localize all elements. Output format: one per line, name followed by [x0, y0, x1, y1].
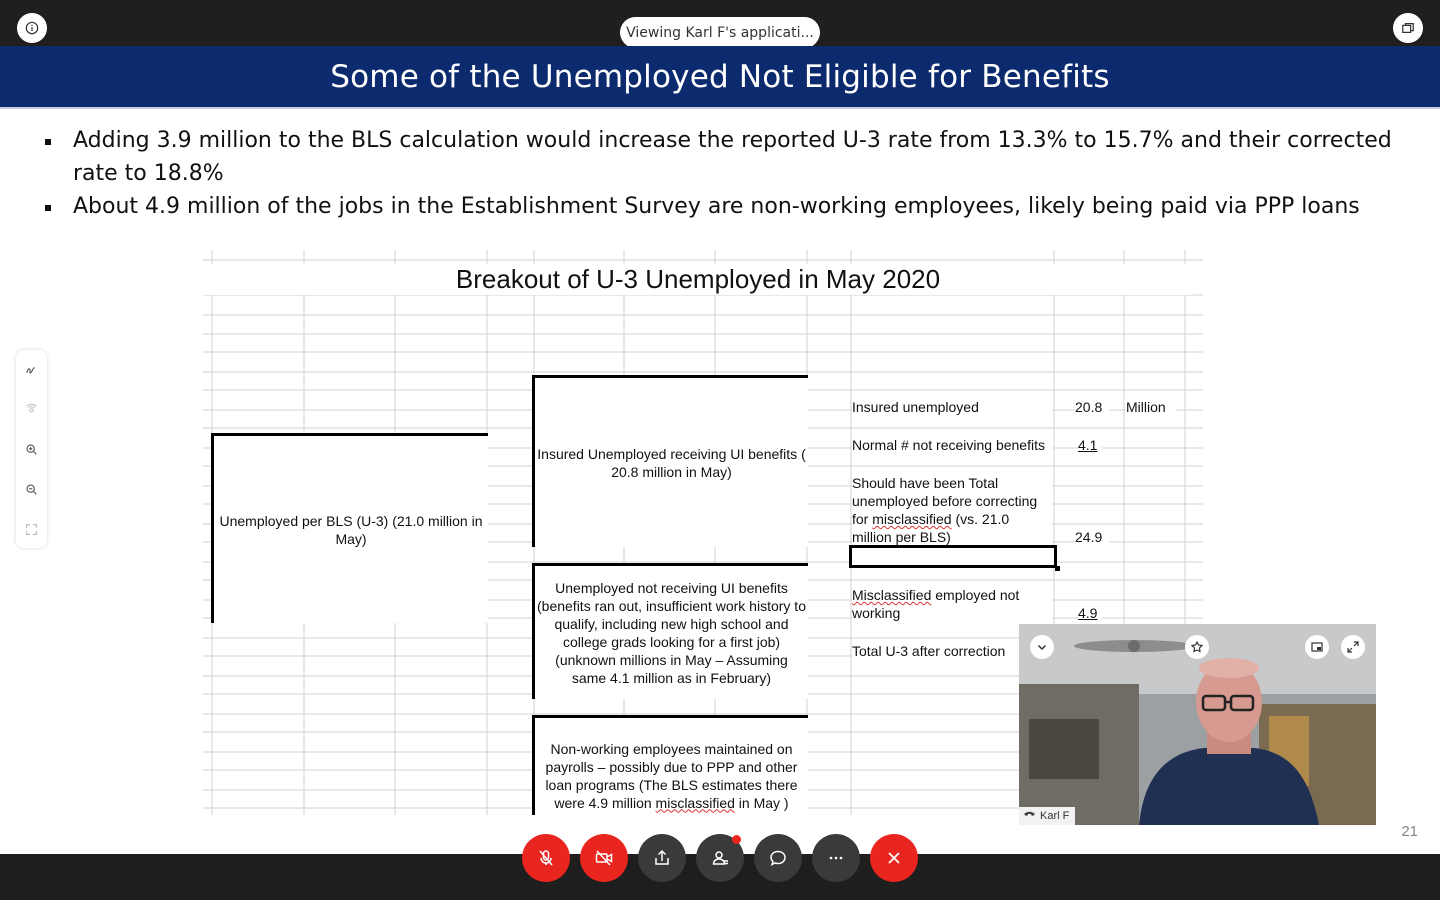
participant-name-tag [1019, 807, 1075, 825]
pointer-icon [25, 403, 38, 416]
spellcheck-word: misclassified [655, 794, 735, 811]
share-icon [652, 848, 672, 868]
should-have-been-label [852, 474, 1052, 546]
fit-screen-icon [25, 523, 38, 536]
top-bar [0, 0, 1440, 46]
zoom-out-icon [25, 483, 38, 496]
video-pip-button[interactable] [1305, 635, 1329, 659]
fit-screen-button[interactable] [23, 521, 40, 538]
zoom-in-icon [25, 443, 38, 456]
should-text-part: (vs. 21.0 million per BLS) [852, 511, 1010, 545]
non-working-text-part: Non-working employees maintained on payrolls – possibly due to PPP and other loan programs (The BLS estimates there were 4.9 million [545, 740, 798, 811]
insured-unemployed-label: Insured unemployed [852, 398, 1052, 416]
bls-unemployed-box [211, 433, 488, 623]
layout-button[interactable] [1393, 13, 1423, 43]
normal-not-receiving-value: 4.1 [1078, 436, 1102, 454]
misclassified-text-part: employed not working [852, 587, 1020, 621]
annotate-button[interactable] [23, 361, 40, 378]
bullet-item: Adding 3.9 million to the BLS calculation would increase the reported U-3 rate from 13.3% to 15.7% and their corrected rate to 18.8% [40, 124, 1400, 190]
bullet-list [40, 124, 1400, 223]
viewing-share-indicator[interactable] [620, 17, 820, 48]
participants-icon [710, 848, 730, 868]
chat-icon [768, 848, 788, 868]
video-expand-button[interactable] [1341, 635, 1365, 659]
mic-off-icon [536, 848, 556, 868]
pin-icon [1191, 641, 1203, 653]
bullet-item: About 4.9 million of the jobs in the Establishment Survey are non-working employees, likely being paid via PPP loans [40, 190, 1400, 223]
layout-icon [1401, 21, 1415, 35]
not-receiving-benefits-text: Unemployed not receiving UI benefits (benefits ran out, insufficient work history to qualify, including new high school and college grads looking for a first job) (unknown millions in May – Assuming same 4.1 million as in February) [537, 579, 806, 686]
more-icon [826, 848, 846, 868]
expand-icon [1347, 641, 1359, 653]
phone-icon [1023, 811, 1036, 821]
info-icon [25, 21, 39, 35]
leave-meeting-button[interactable] [870, 834, 918, 882]
should-have-been-value: 24.9 [1075, 528, 1109, 546]
slide-title: Some of the Unemployed Not Eligible for Benefits [330, 58, 1110, 95]
notification-dot [732, 835, 741, 844]
bls-unemployed-text: Unemployed per BLS (U-3) (21.0 million in May) [219, 512, 483, 547]
spellcheck-word: Misclassified [852, 587, 932, 603]
spellcheck-word: misclassified [872, 511, 952, 527]
insured-unemployed-text: Insured Unemployed receiving UI benefits ( 20.8 million in May) [537, 445, 806, 480]
pointer-button[interactable] [23, 401, 40, 418]
camera-off-icon [594, 848, 614, 868]
normal-not-receiving-label: Normal # not receiving benefits [852, 436, 1053, 454]
share-button[interactable] [638, 834, 686, 882]
mute-button[interactable] [522, 834, 570, 882]
not-receiving-benefits-box [532, 563, 808, 699]
chat-button[interactable] [754, 834, 802, 882]
meeting-info-button[interactable] [17, 13, 47, 43]
zoom-out-button[interactable] [23, 481, 40, 498]
picture-in-picture-icon [1311, 641, 1323, 653]
more-options-button[interactable] [812, 834, 860, 882]
insured-unemployed-box [532, 375, 808, 547]
leave-icon [884, 848, 904, 868]
chevron-down-icon [1036, 641, 1048, 653]
viewing-label: Viewing Karl F's applicati... [626, 24, 814, 41]
video-pin-button[interactable] [1185, 635, 1209, 659]
annotate-icon [25, 363, 38, 376]
insured-unemployed-value: 20.8 [1075, 398, 1109, 416]
sheet-title: Breakout of U-3 Unemployed in May 2020 [203, 264, 1193, 295]
participant-name: Karl F [1040, 810, 1070, 822]
non-working-text-part: in May ) [734, 794, 789, 811]
total-u3-label: Total U-3 after correction [852, 642, 1052, 660]
annotation-toolbar [16, 350, 47, 548]
video-collapse-button[interactable] [1030, 635, 1054, 659]
non-working-employees-text [537, 740, 806, 812]
participant-video-tile[interactable] [1019, 624, 1376, 825]
selected-empty-cell [849, 545, 1057, 568]
misclassified-value: 4.9 [1078, 604, 1102, 622]
slide-number: 21 [1401, 823, 1418, 840]
video-toggle-button[interactable] [580, 834, 628, 882]
slide-header [0, 46, 1440, 109]
zoom-in-button[interactable] [23, 441, 40, 458]
non-working-employees-box [532, 715, 808, 815]
should-text-part: Should have been Total unemployed before correcting for [852, 475, 1038, 527]
insured-unemployed-unit: Million [1126, 398, 1176, 416]
misclassified-label [852, 586, 1052, 622]
